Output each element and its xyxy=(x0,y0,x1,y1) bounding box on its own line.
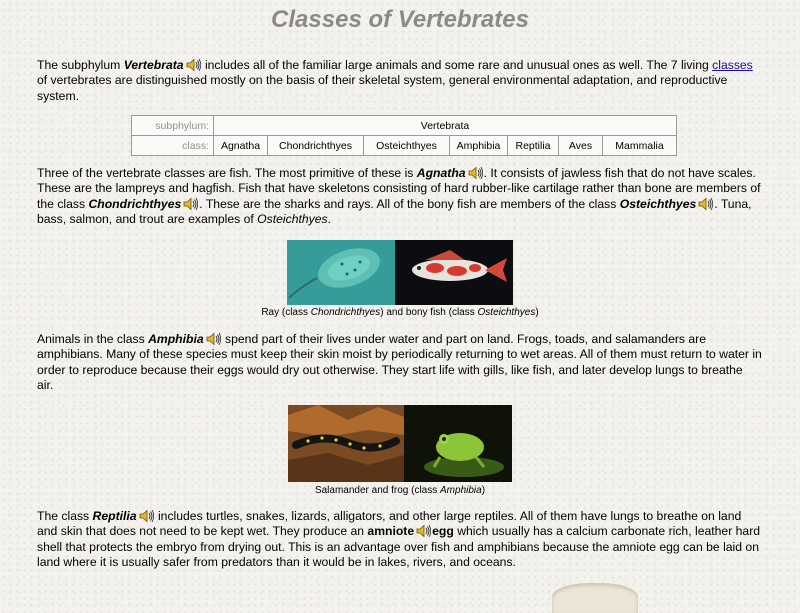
egg-image xyxy=(552,583,638,613)
salamander-image xyxy=(288,405,404,482)
amphibia-paragraph: Animals in the class Amphibia spend part of their lives under water and part on land. Frogs, toads, and salamanders are amphibians. Many of these species must keep their skin moist by periodically returning to wet areas. All of them must return to water in order to reproduce because their eggs would dry out otherwise. They start life with gills, like fish, and later develop lungs to breathe air. xyxy=(37,332,762,393)
table-row xyxy=(132,116,677,136)
classification-table xyxy=(131,115,677,156)
term-vertebrata: Vertebrata xyxy=(123,58,184,72)
term-osteichthyes: Osteichthyes xyxy=(619,196,697,211)
class-cell: Chondrichthyes xyxy=(268,136,364,156)
speaker-icon[interactable] xyxy=(467,166,483,180)
speaker-icon[interactable] xyxy=(205,332,221,346)
speaker-icon[interactable] xyxy=(697,197,713,211)
class-cell: Amphibia xyxy=(450,136,508,156)
class-cell: Mammalia xyxy=(603,136,677,156)
term-chondrichthyes: Chondrichthyes xyxy=(88,196,182,211)
term-amniote: amniote xyxy=(367,524,415,539)
ray-image xyxy=(287,240,395,305)
term-egg: egg xyxy=(432,524,454,539)
fish-image-row xyxy=(287,240,513,305)
speaker-icon[interactable] xyxy=(138,509,154,523)
speaker-icon[interactable] xyxy=(415,524,431,538)
class-cell: Reptilia xyxy=(508,136,559,156)
speaker-icon[interactable] xyxy=(185,58,201,72)
reptilia-paragraph: The class Reptilia includes turtles, snakes, lizards, alligators, and other large reptiles. All of them have lungs to breathe on land and skin that does not need to be kept wet. They produce an amniote egg which usually has a calcium carbonate rich, leather hard shell that protects the embryo from drying out. This is an advantage over fish and amphibians because the amniote egg can be laid on land where it is usually safer from predators than it would be in lakes, rivers, and oceans. xyxy=(37,509,761,570)
amphibian-caption: Salamander and frog (class Amphibia) xyxy=(314,485,486,496)
class-label: class: xyxy=(132,136,214,156)
amphibian-image-row xyxy=(288,405,512,482)
fish-paragraph: Three of the vertebrate classes are fish. The most primitive of these is Agnatha . It consists of jawless fish that do not have scales. These are the lampreys and hagfish. Fish that have skeletons consisting of hard rubber-like cartilage rather than bone are members of the class Chondrichthyes . These are the sharks and rays. All of the bony fish are members of the class Osteichthyes . Tuna, bass, salmon, and trout are examples of Osteichthyes. xyxy=(37,166,761,227)
subphylum-label: subphylum: xyxy=(132,116,214,136)
term-reptilia: Reptilia xyxy=(92,509,137,523)
frog-image xyxy=(404,405,512,482)
table-row xyxy=(132,136,677,156)
class-cell: Agnatha xyxy=(214,136,268,156)
class-cell: Aves xyxy=(559,136,603,156)
class-cell: Osteichthyes xyxy=(364,136,450,156)
term-agnatha: Agnatha xyxy=(416,166,466,180)
page-title: Classes of Vertebrates xyxy=(271,6,529,33)
subphylum-value: Vertebrata xyxy=(214,116,677,136)
bony-fish-image xyxy=(395,240,513,305)
term-amphibia: Amphibia xyxy=(148,332,204,346)
speaker-icon[interactable] xyxy=(182,197,198,211)
intro-paragraph: The subphylum Vertebrata includes all of the familiar large animals and some rare and unusual ones as well. The 7 living classes of vertebrates are distinguished mostly on the basis of their skeletal system, general environmental adaptation, and reproductive system. xyxy=(37,58,753,103)
fish-caption: Ray (class Chondrichthyes) and bony fish (class Osteichthyes) xyxy=(261,307,539,318)
classes-link[interactable]: classes xyxy=(712,58,753,72)
term-osteichthyes-plain: Osteichthyes xyxy=(257,212,328,227)
